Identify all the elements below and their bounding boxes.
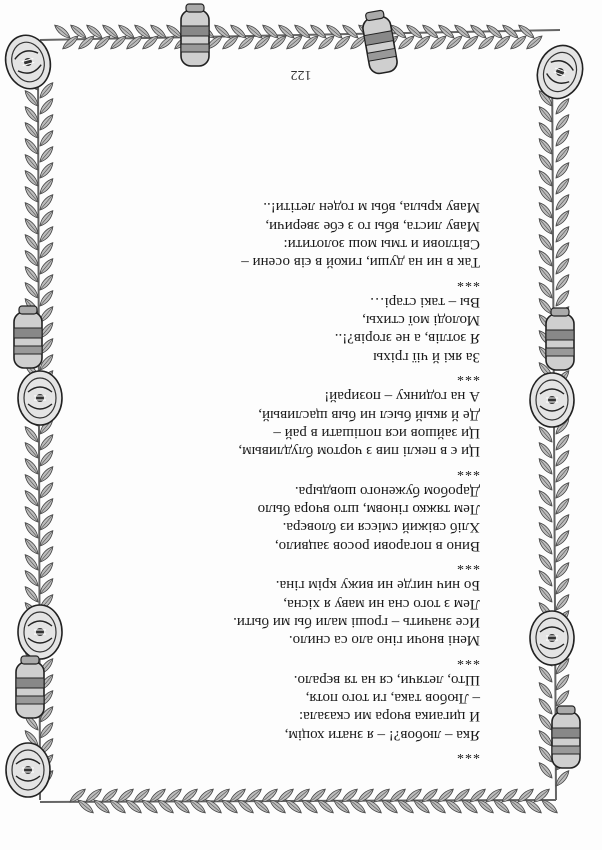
stanza bbox=[120, 576, 480, 667]
poem-line: А на годинку – позирай! bbox=[324, 388, 480, 405]
stanza-separator: *** bbox=[456, 462, 480, 478]
poem-line: Яка – любов?! – я знати хоцім, bbox=[284, 726, 480, 743]
poem-line: Я зотлів, а не згорів?!.. bbox=[334, 330, 480, 347]
stanza-separator: *** bbox=[456, 651, 480, 667]
poem-line: Маву крыла, вбы м годен летіти!.. bbox=[263, 199, 480, 216]
poem-line: Так в ни на души, гикой в єів осени – bbox=[241, 254, 480, 271]
poem-line: Молоді мої стихы, bbox=[362, 312, 480, 329]
poem-line: Даробом буженого шовдыра. bbox=[294, 482, 480, 499]
poem-line: Світлови и тмы мош золотити: bbox=[283, 235, 480, 252]
stanza bbox=[120, 293, 480, 384]
poem-line: Бо нич нигде ни вижу крім гіна. bbox=[275, 577, 480, 594]
poem-text bbox=[120, 195, 480, 762]
poem-line: Лем тяжко гіновм, што вчора было bbox=[257, 501, 480, 518]
stanza bbox=[120, 482, 480, 573]
poem-line: Маву листа, вбы го з єбе зверичи, bbox=[265, 217, 480, 234]
poem-line: Лем з того сна ни маву я хісна, bbox=[283, 595, 480, 612]
poem-line: Исе значить – гроші мали бы ми быти. bbox=[233, 613, 480, 630]
stanza-separator: *** bbox=[456, 557, 480, 573]
stanza-separator: *** bbox=[456, 368, 480, 384]
poem-line: Де й якый быєл ни быв щасливый, bbox=[258, 406, 480, 423]
poem-line: И цигаика вчора ми сказала: bbox=[298, 708, 480, 725]
poem-line: За які й чії гріхы bbox=[373, 348, 480, 365]
poem-line: Вы – такі старі… bbox=[369, 293, 480, 310]
poem-line: Што, летячи, ся на тя вєрало. bbox=[293, 671, 480, 688]
poem-line: – Любов така, ги того потя, bbox=[305, 690, 480, 707]
poem-line: Ци є в пеклі пив з чортом блудливым, bbox=[238, 443, 480, 460]
poem-line: Хліб свіжий смієся из бловєра. bbox=[282, 519, 480, 536]
poem-line: Вино в погарови росов зацвило, bbox=[274, 537, 480, 554]
poem-line: Ци зайшов ися попішати в рай – bbox=[273, 424, 480, 441]
page-number: 122 bbox=[290, 67, 312, 82]
stanza bbox=[120, 671, 480, 762]
stanza bbox=[120, 387, 480, 478]
stanza bbox=[120, 198, 480, 289]
stanza-separator: *** bbox=[456, 273, 480, 289]
poem-line: Мені вночи гіно ало са снило. bbox=[288, 632, 480, 649]
stanza-separator: *** bbox=[456, 746, 480, 761]
